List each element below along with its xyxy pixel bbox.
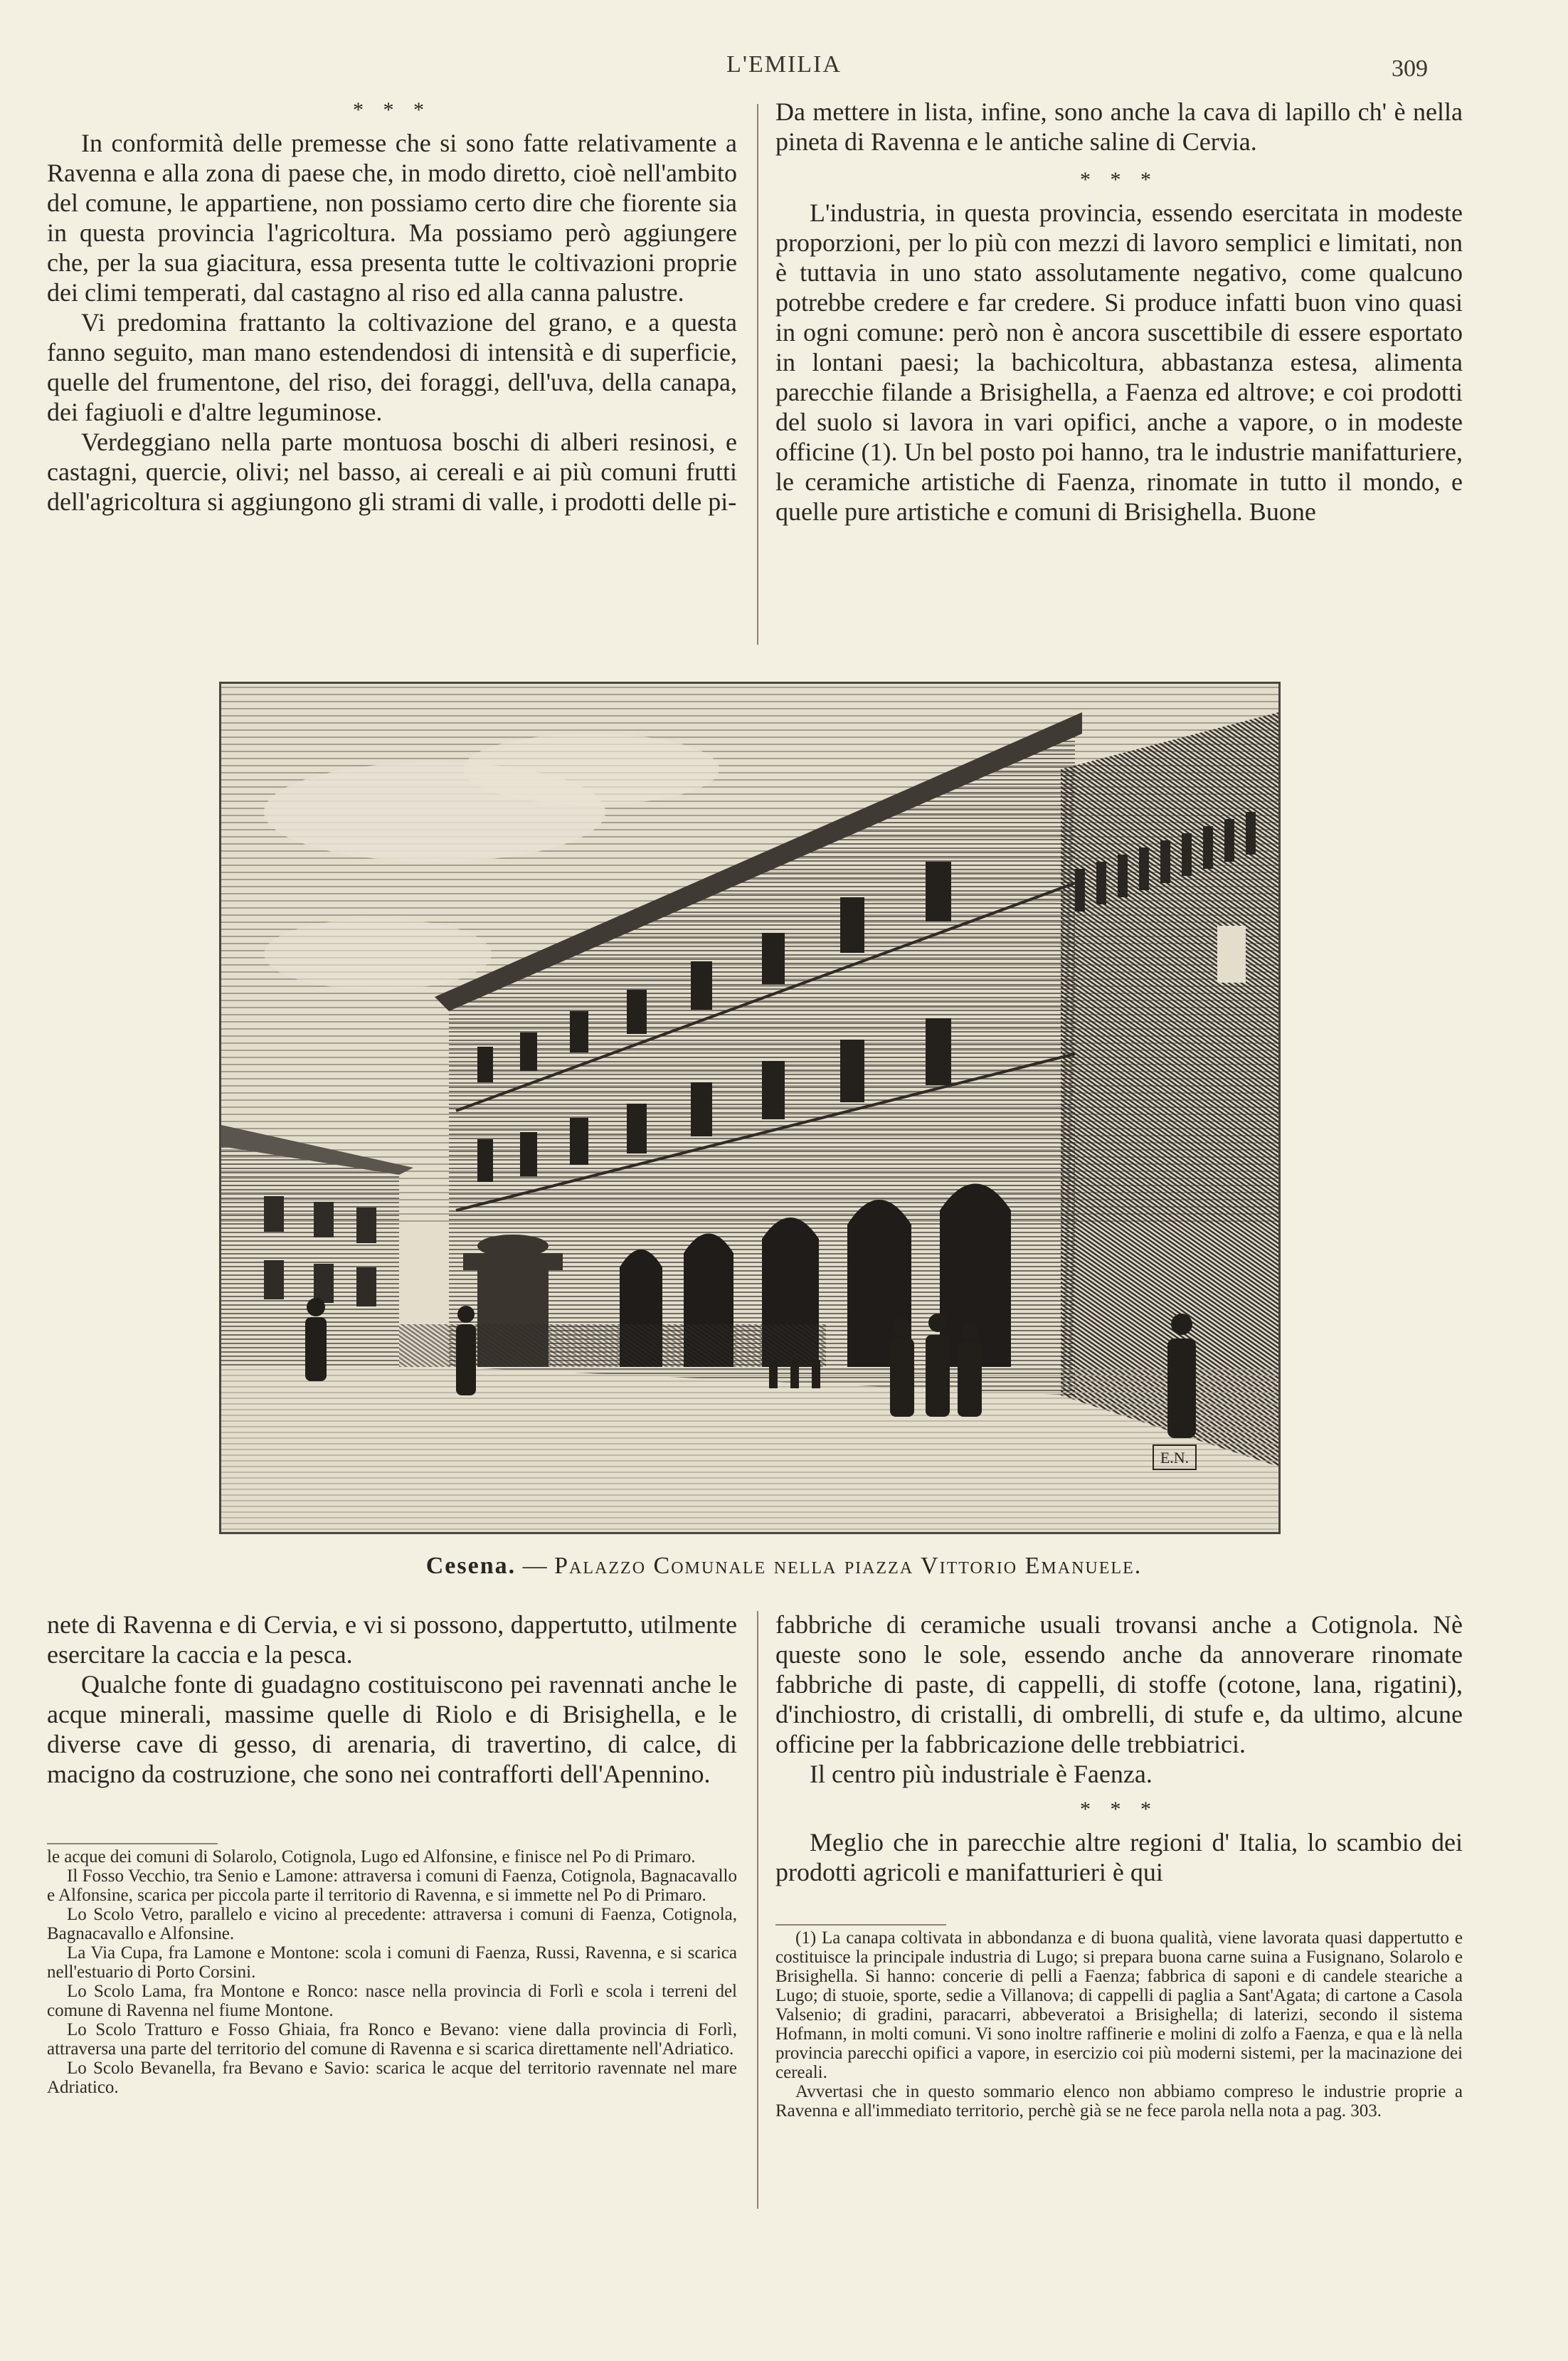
paragraph: In conformità delle premesse che si sono fatte relativamente a Ravenna e alla zona di paese che, in modo diretto, cioè nell'ambito del comune, le appartiene, non possiamo certo dire che fiorente sia in questa provincia l'agricoltura. Ma possiamo però aggiungere che, per la sua giacitura, essa presenta tutte le coltivazioni proprie dei climi temperati, dal castagno al riso ed alla canna palustre. (47, 129, 737, 307)
column-divider (757, 104, 758, 645)
text-column-bottom-right (775, 1610, 1463, 1887)
paragraph: Vi predomina frattanto la coltivazione del grano, e a questa fanno seguito, man mano estendendosi di intensità e di superficie, quelle del frumentone, del riso, dei foraggi, dell'uva, della canapa, dei fagiuoli e d'altre leguminose. (47, 308, 737, 426)
footnote: Lo Scolo Lama, fra Montone e Ronco: nasce nella provincia di Forlì e scola i terreni del comune di Ravenna nel fiume Montone. (47, 1982, 737, 2020)
footnote: le acque dei comuni di Solarolo, Cotignola, Lugo ed Alfonsine, e finisce nel Po di Primaro. (47, 1847, 696, 1866)
paragraph: Il centro più industriale è Faenza. (810, 1760, 1153, 1788)
paragraph: Qualche fonte di guadagno costituiscono pei ravennati anche le acque minerali, massime quelle di Riolo e di Brisighella, e le diverse cave di gesso, di arenaria, di travertino, di calce, di macigno da costruzione, che sono nei contrafforti dell'Apennino. (47, 1670, 737, 1788)
piazza-ground (221, 1367, 1278, 1532)
footnote: (1) La canapa coltivata in abbondanza e di buona qualità, viene lavorata quasi dappertutto e costituisce la principale industria di Lugo; si prepara buona carne suina a Fusignano, Solarolo e Brisighella. Si hanno: concerie di pelli a Faenza; fabbrica di saponi e di candele steariche a Lugo; di stuoie, sporte, sedie a Villanova; di cappelli di paglia a Sant'Agata; di cartone a Casola Valsenio; di gradini, paracarri, abbeveratoi a Brisighella; di laterizi, secondo il sistema Hofmann, in molti comuni. Vi sono inoltre raffinerie e molini di zolfo a Faenza, e qua e là nella provincia parecchi opifici a vapore, in esercizio coi più moderni sistemi, per la macinazione dei cereali. (775, 1928, 1463, 2082)
footnote-rule (47, 1843, 218, 1844)
footnotes-right (775, 1928, 1463, 2120)
paragraph: fabbriche di ceramiche usuali trovansi anche a Cotignola. Nè queste sono le sole, essendo anche da annoverare rinomate fabbriche di paste, di cappelli, di stoffe (cotone, lana, rigatini), d'inchiostro, di cristalli, di ombrelli, di stufe e, da ultimo, alcune officine per la fabbricazione delle trebbiatrici. (775, 1610, 1463, 1758)
footnotes-left (47, 1847, 737, 2097)
paragraph: L'industria, in questa provincia, essendo esercitata in modeste proporzioni, per lo più con mezzi di lavoro semplici e limitati, non è tuttavia in uno stato assolutamente negativo, come qualcuno potrebbe credere e far credere. Si produce infatti buon vino quasi in ogni comune: però non è ancora suscettibile di essere esportato in lontani paesi; la bachicoltura, abbastanza estesa, alimenta parecchie filande a Brisighella, a Faenza ed altrove; e coi prodotti del suolo si lavora in vari opifici, anche a vapore, o in modeste officine (1). Un bel posto poi hanno, tra le industrie manifatturiere, le ceramiche artistiche di Faenza, rinomate in tutto il mondo, e quelle pure artistiche e comuni di Brisighella. Buone (775, 199, 1463, 526)
text-column-top-right (775, 97, 1463, 527)
caption-dash: — (522, 1553, 548, 1579)
paragraph: Verdeggiano nella parte montuosa boschi di alberi resinosi, e castagni, quercie, olivi; nel basso, ai cereali e ai più comuni frutti dell'agricoltura si aggiungono gli strami di valle, i prodotti delle pi- (47, 428, 737, 516)
section-asterism: * * * (353, 98, 431, 122)
footnote-rule (775, 1924, 946, 1926)
footnote: Il Fosso Vecchio, tra Senio e Lamone: attraversa i comuni di Faenza, Cotignola, Bagnacavallo e Alfonsine, scarica per piccola parte il territorio di Ravenna, e si immette nel Po di Primaro. (47, 1866, 737, 1905)
text-column-top-left (47, 97, 737, 517)
section-asterism: * * * (1080, 168, 1158, 191)
tower-window (1217, 926, 1246, 983)
caption-city: Cesena. (425, 1553, 517, 1579)
paragraph: nete di Ravenna e di Cervia, e vi si possono, dappertutto, utilmente esercitare la caccia e la pesca. (47, 1610, 737, 1669)
footnote: Lo Scolo Vetro, parallelo e vicino al precedente: attraversa i comuni di Faenza, Cotignola, Bagnacavallo e Alfonsine. (47, 1905, 737, 1943)
page-number: 309 (1392, 56, 1428, 82)
footnote: Lo Scolo Bevanella, fra Bevano e Savio: scarica le acque del territorio ravennate nel mare Adriatico. (47, 2059, 737, 2097)
engraving-illustration (219, 682, 1281, 1534)
paragraph: Meglio che in parecchie altre regioni d' Italia, lo scambio dei prodotti agricoli e manifatturieri è qui (775, 1828, 1463, 1886)
engraver-signature: E.N. (1160, 1449, 1190, 1467)
footnote: Lo Scolo Tratturo e Fosso Ghiaia, fra Ronco e Bevano: viene dalla provincia di Forlì, attraversa una parte del territorio del comune di Ravenna e si scarica direttamente nell'Adriatico. (47, 2020, 737, 2059)
column-divider (757, 1611, 758, 2209)
section-asterism: * * * (1080, 1797, 1158, 1821)
figure-caption (0, 1553, 1568, 1580)
caption-title: Palazzo Comunale nella piazza Vittorio Emanuele. (554, 1553, 1143, 1579)
footnote: La Via Cupa, fra Lamone e Montone: scola i comuni di Faenza, Russi, Ravenna, e si scarica nell'estuario di Porto Corsini. (47, 1943, 737, 1982)
cloud (264, 919, 492, 990)
footnote: Avvertasi che in questo sommario elenco non abbiamo compreso le industrie proprie a Ravenna e all'immediato territorio, perchè già se ne fece parola nella nota a pag. 303. (775, 2082, 1463, 2120)
cloud (463, 734, 719, 805)
text-column-bottom-left (47, 1610, 737, 1789)
running-head: L'EMILIA (726, 51, 842, 78)
paragraph: Da mettere in lista, infine, sono anche la cava di lapillo ch' è nella pineta di Ravenna e le antiche saline di Cervia. (775, 97, 1463, 156)
palazzo-comunale-engraving (221, 684, 1278, 1532)
